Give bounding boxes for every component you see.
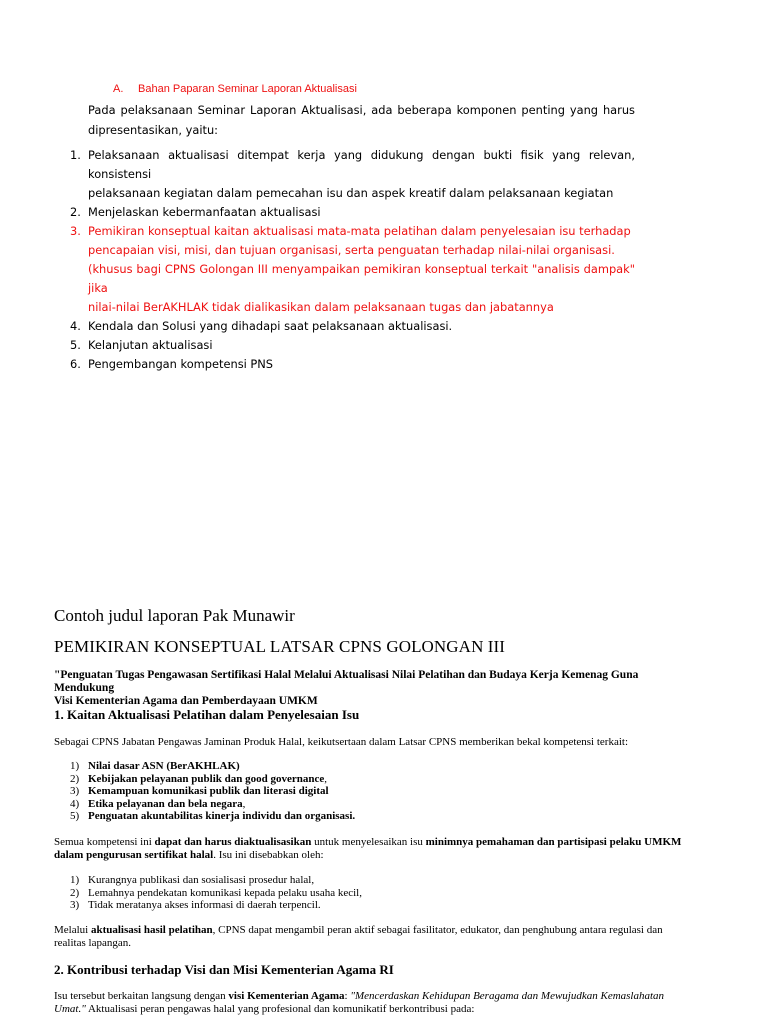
list-item-text: Nilai dasar ASN (BerAKHLAK)	[88, 760, 240, 772]
paragraph-text: Melalui	[54, 924, 91, 936]
list-number: 2)	[70, 886, 80, 899]
list-number: 5.	[70, 338, 81, 352]
paragraph-bold: dapat dan harus diaktualisasikan	[154, 836, 312, 848]
example-heading: Contoh judul laporan Pak Munawir	[54, 606, 295, 625]
subheading-2: 2. Kontribusi terhadap Visi dan Misi Kementerian Agama RI	[54, 962, 394, 977]
competency-list	[54, 760, 355, 823]
list-item-suffix: ,	[324, 772, 328, 785]
cause-list	[54, 874, 362, 912]
paragraph-bold: visi Kementerian Agama	[228, 990, 345, 1002]
list-item-line: nilai-nilai BerAKHLAK tidak dialikasikan dalam pelaksanaan tugas dan jabatannya	[88, 300, 554, 314]
paragraph-text: Semua kompetensi ini	[54, 836, 155, 848]
paragraph-competencies: Sebagai CPNS Jabatan Pengawas Jaminan Produk Halal, keikutsertaan dalam Latsar CPNS memberikan bekal kompetensi terkait:	[54, 736, 629, 748]
paragraph-vision	[54, 990, 694, 1016]
paragraph-actualization	[54, 924, 694, 950]
paragraph-bold: aktualisasi hasil pelatihan	[90, 924, 213, 936]
report-title	[54, 669, 694, 708]
list-number: 2.	[70, 205, 81, 219]
list-item-line: Menjelaskan kebermanfaatan aktualisasi	[88, 205, 321, 219]
paragraph-bold: minimnya pemahaman dan partisipasi pelaku UMKM	[425, 836, 682, 848]
list-number: 3.	[70, 224, 81, 238]
list-item	[66, 203, 635, 222]
list-item-line: (khusus bagi CPNS Golongan III menyampaikan pemikiran konseptual terkait "analisis dampak" jika	[88, 262, 635, 295]
list-item	[54, 810, 355, 823]
section-a-component-list	[66, 146, 635, 374]
list-item	[66, 146, 635, 203]
list-item	[54, 798, 355, 811]
list-item-text: Kemampuan komunikasi publik dan literasi digital	[88, 785, 329, 798]
section-a-heading-text: Bahan Paparan Seminar Laporan Aktualisasi	[138, 83, 357, 95]
paragraph-text: Isu tersebut berkaitan langsung dengan	[54, 990, 229, 1002]
subheading-1: 1. Kaitan Aktualisasi Pelatihan dalam Penyelesaian Isu	[54, 707, 360, 722]
list-item	[54, 773, 355, 786]
list-item-text: Lemahnya pendekatan komunikasi kepada pelaku usaha kecil,	[88, 886, 362, 899]
list-number: 6.	[70, 357, 81, 371]
section-a-heading	[113, 83, 357, 95]
list-item-line: Kendala dan Solusi yang dihadapi saat pelaksanaan aktualisasi.	[88, 319, 453, 333]
list-item-line: Pemikiran konseptual kaitan aktualisasi mata-mata pelatihan dalam penyelesaian isu terhadap	[88, 224, 631, 238]
list-item	[66, 317, 635, 336]
list-item-line: pelaksanaan kegiatan dalam pemecahan isu dan aspek kreatif dalam pelaksanaan kegiatan	[88, 186, 614, 200]
list-item	[66, 336, 635, 355]
section-a-intro-line: Pada pelaksanaan Seminar Laporan Aktualisasi, ada beberapa komponen penting yang harus	[88, 103, 635, 117]
list-number: 1)	[70, 874, 80, 886]
list-item-suffix: ,	[242, 797, 246, 810]
section-a-marker: A.	[113, 83, 124, 95]
list-number: 1.	[70, 148, 81, 162]
paragraph-issue	[54, 836, 694, 862]
list-item	[54, 899, 362, 912]
list-item-highlighted	[66, 222, 635, 317]
paragraph-bold: dalam pengurusan sertifikat halal	[54, 849, 214, 861]
list-number: 2)	[70, 772, 80, 785]
list-item	[66, 355, 635, 374]
main-heading: PEMIKIRAN KONSEPTUAL LATSAR CPNS GOLONGAN III	[54, 637, 506, 656]
paragraph-text: untuk menyelesaikan isu	[311, 836, 426, 848]
list-item-text: Kebijakan pelayanan publik dan good governance	[88, 772, 325, 785]
list-item	[54, 785, 355, 798]
report-title-line: "Penguatan Tugas Pengawasan Sertifikasi Halal Melalui Aktualisasi Nilai Pelatihan dan Budaya Kerja Kemenag Guna Mendukung	[54, 669, 639, 694]
list-number: 1)	[70, 760, 80, 772]
list-item-text: Tidak meratanya akses informasi di daerah terpencil.	[88, 899, 321, 912]
report-title-line: Visi Kementerian Agama dan Pemberdayaan UMKM	[54, 695, 318, 707]
list-number: 4.	[70, 319, 81, 333]
list-number: 3)	[70, 899, 80, 912]
section-a-intro	[88, 100, 635, 140]
list-item-line: Pelaksanaan aktualisasi ditempat kerja yang didukung dengan bukti fisik yang relevan, konsistensi	[88, 148, 635, 181]
list-item-line: pencapaian visi, misi, dan tujuan organisasi, serta penguatan terhadap nilai-nilai organisasi.	[88, 243, 615, 257]
list-item-text: Kurangnya publikasi dan sosialisasi prosedur halal,	[88, 874, 315, 886]
paragraph-text: Aktualisasi peran pengawas halal yang profesional dan komunikatif berkontribusi pada:	[85, 1003, 475, 1015]
list-number: 3)	[70, 785, 80, 798]
paragraph-text: . Isu ini disebabkan oleh:	[213, 849, 324, 861]
paragraph-italic: "Mencerdaskan Kehidupan Beragama dan Mewujudkan Kemaslahatan	[350, 990, 665, 1002]
section-a-intro-line: dipresentasikan, yaitu:	[88, 123, 219, 137]
list-item-line: Kelanjutan aktualisasi	[88, 338, 213, 352]
paragraph-text: :	[344, 990, 351, 1002]
paragraph-text: realitas lapangan.	[54, 937, 131, 949]
list-item	[54, 887, 362, 900]
list-number: 5)	[70, 810, 80, 823]
paragraph-italic: Umat."	[54, 1003, 86, 1015]
paragraph-text: , CPNS dapat mengambil peran aktif sebagai fasilitator, edukator, dan penghubung antara regulasi dan	[212, 924, 663, 936]
list-item-line: Pengembangan kompetensi PNS	[88, 357, 274, 371]
list-number: 4)	[70, 797, 80, 810]
list-item	[54, 874, 362, 887]
list-item-text: Etika pelayanan dan bela negara	[88, 797, 243, 810]
list-item	[54, 760, 355, 773]
list-item-text: Penguatan akuntabilitas kinerja individu dan organisasi.	[88, 810, 356, 823]
